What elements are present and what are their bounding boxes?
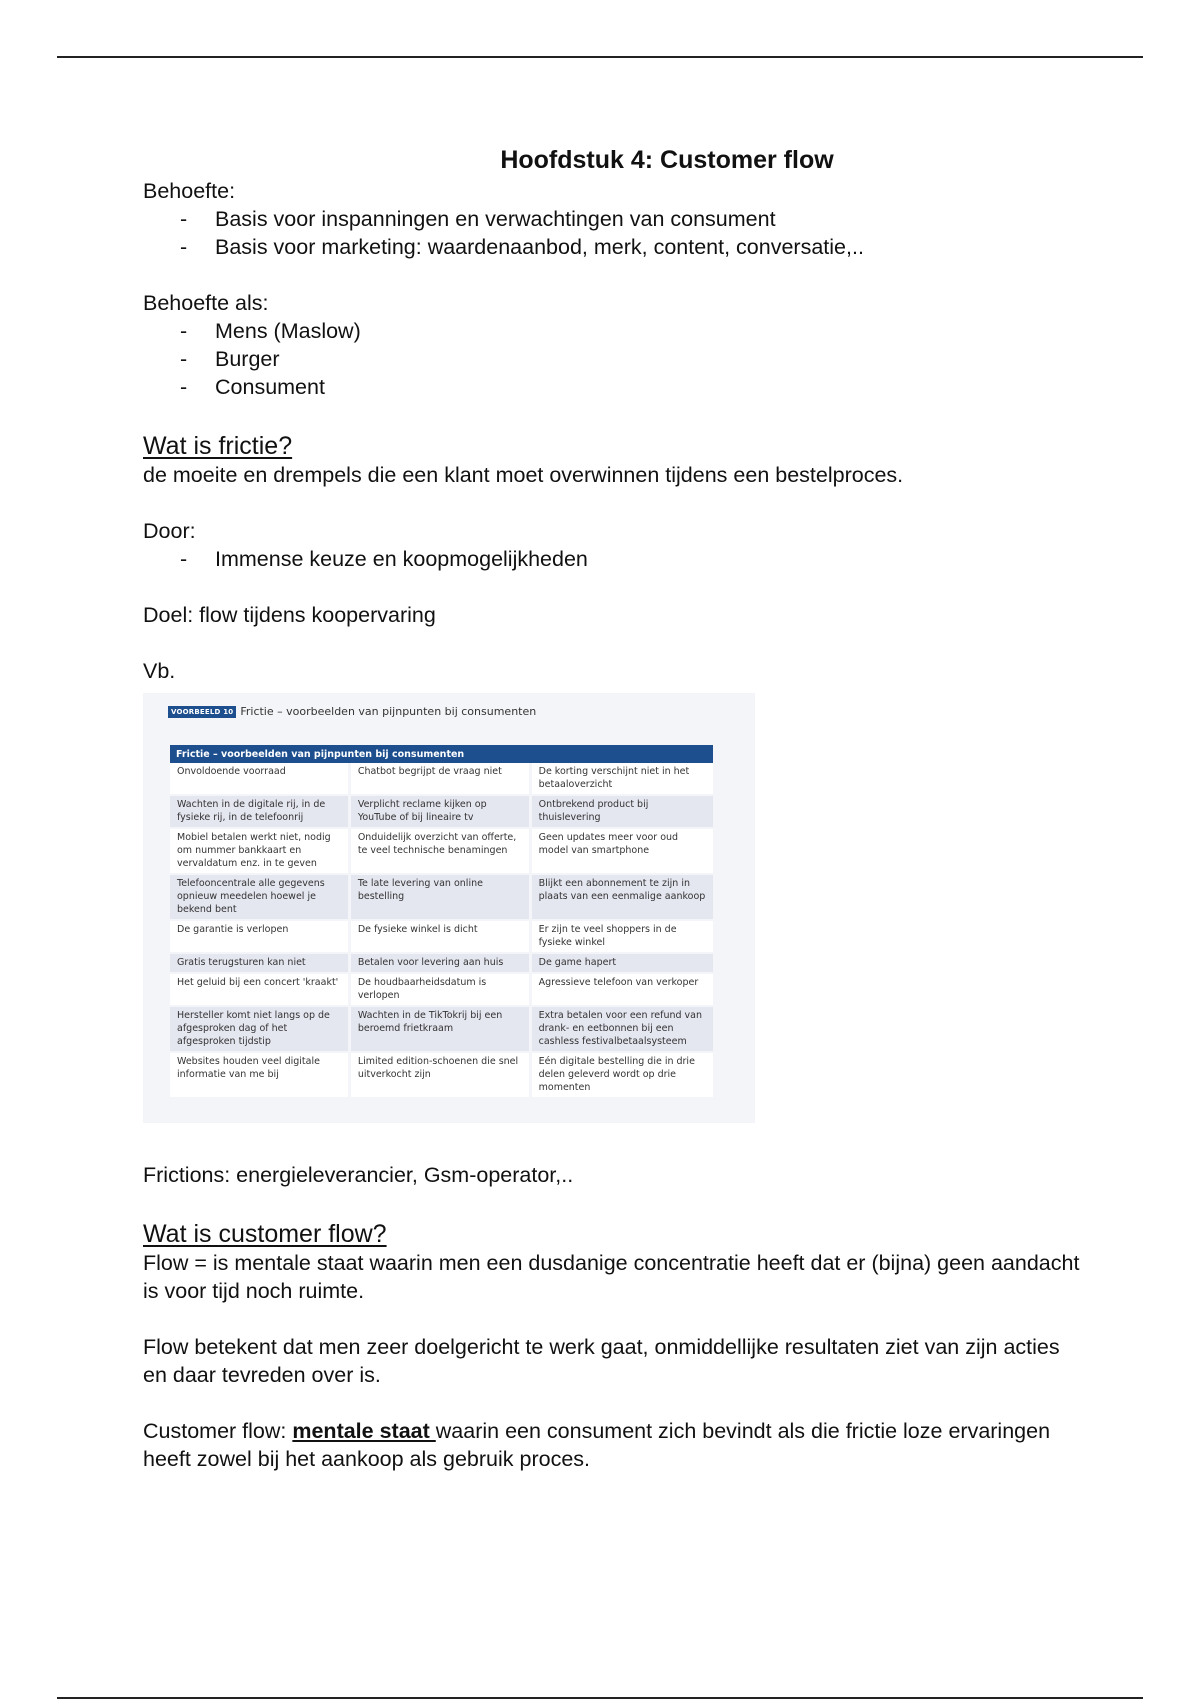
list-item: - Basis voor marketing: waardenaanbod, merk, content, conversatie,..	[143, 233, 1083, 261]
vb-label: Vb.	[143, 659, 176, 683]
table-cell: Gratis terugsturen kan niet	[170, 954, 351, 974]
table-cell: Limited edition-schoenen die snel uitverkocht zijn	[351, 1053, 532, 1099]
frictie-table	[170, 745, 713, 1099]
table-cell: Hersteller komt niet langs op de afgesproken dag of het afgesproken tijdstip	[170, 1007, 351, 1053]
top-rule	[57, 56, 1143, 58]
frictions-line: Frictions: energieleverancier, Gsm-operator,..	[143, 1163, 574, 1187]
doel-line: Doel: flow tijdens koopervaring	[143, 603, 436, 627]
table-cell: Onvoldoende voorraad	[170, 763, 351, 796]
bottom-rule	[57, 1697, 1143, 1699]
behoefte-als-list	[143, 317, 1083, 401]
table-cell: Onduidelijk overzicht van offerte, te veel technische benamingen	[351, 829, 532, 875]
table-row	[170, 1053, 713, 1099]
customer-flow-prefix: Customer flow:	[143, 1419, 293, 1443]
table-header: Frictie – voorbeelden van pijnpunten bij consumenten	[170, 745, 713, 763]
behoefte-label: Behoefte:	[143, 179, 236, 203]
table-cell: Er zijn te veel shoppers in de fysieke winkel	[532, 921, 713, 954]
figure-badge: VOORBEELD 10	[168, 706, 236, 718]
table-row	[170, 763, 713, 796]
table-cell: Het geluid bij een concert 'kraakt'	[170, 974, 351, 1007]
customer-flow-heading: Wat is customer flow?	[143, 1220, 387, 1248]
table-cell: Wachten in de digitale rij, in de fysieke rij, in de telefoonrij	[170, 796, 351, 829]
door-list	[143, 545, 1083, 573]
frictie-heading: Wat is frictie?	[143, 432, 293, 460]
list-item: - Consument	[143, 373, 1083, 401]
table-row	[170, 954, 713, 974]
list-item: - Burger	[143, 345, 1083, 373]
frictie-definition: de moeite en drempels die een klant moet overwinnen tijdens een bestelproces.	[143, 463, 904, 487]
table-row	[170, 829, 713, 875]
door-label: Door:	[143, 519, 196, 543]
list-item: - Mens (Maslow)	[143, 317, 1083, 345]
table-cell: De game hapert	[532, 954, 713, 974]
table-cell: Chatbot begrijpt de vraag niet	[351, 763, 532, 796]
table-cell: Betalen voor levering aan huis	[351, 954, 532, 974]
table-cell: Wachten in de TikTokrij bij een beroemd frietkraam	[351, 1007, 532, 1053]
customer-flow-suffix: waarin een consument zich bevindt als die frictie loze ervaringen heeft zowel bij het aankoop als gebruik proces.	[143, 1419, 1051, 1471]
table-row	[170, 796, 713, 829]
table-cell: Ontbrekend product bij thuislevering	[532, 796, 713, 829]
table-cell: Websites houden veel digitale informatie van me bij	[170, 1053, 351, 1099]
table-row	[170, 875, 713, 921]
list-item: - Immense keuze en koopmogelijkheden	[143, 545, 1083, 573]
table-cell: Extra betalen voor een refund van drank- en eetbonnen bij een cashless festivalbetaalsysteem	[532, 1007, 713, 1053]
customer-flow-emphasis: mentale staat	[292, 1419, 436, 1443]
table-cell: De fysieke winkel is dicht	[351, 921, 532, 954]
flow-definition: Flow = is mentale staat waarin men een dusdanige concentratie heeft dat er (bijna) geen aandacht is voor tijd noch ruimte.	[143, 1251, 1080, 1303]
table-cell: Blijkt een abonnement te zijn in plaats van een eenmalige aankoop	[532, 875, 713, 921]
list-item: - Basis voor inspanningen en verwachtingen van consument	[143, 205, 1083, 233]
table-row	[170, 921, 713, 954]
figure-caption	[168, 705, 536, 718]
table-cell: Geen updates meer voor oud model van smartphone	[532, 829, 713, 875]
table-cell: Mobiel betalen werkt niet, nodig om nummer bankkaart en vervaldatum enz. in te geven	[170, 829, 351, 875]
page-title: Hoofdstuk 4: Customer flow	[500, 146, 834, 174]
table-cell: Verplicht reclame kijken op YouTube of bij lineaire tv	[351, 796, 532, 829]
customer-flow-definition	[143, 1417, 1083, 1473]
table-cell: De korting verschijnt niet in het betaaloverzicht	[532, 763, 713, 796]
table-row	[170, 1007, 713, 1053]
behoefte-list	[143, 205, 1083, 261]
flow-explanation: Flow betekent dat men zeer doelgericht te werk gaat, onmiddellijke resultaten ziet van zijn acties en daar tevreden over is.	[143, 1335, 1060, 1387]
table-cell: Agressieve telefoon van verkoper	[532, 974, 713, 1007]
frictie-table-figure	[143, 693, 755, 1123]
table-cell: De garantie is verlopen	[170, 921, 351, 954]
table-cell: Te late levering van online bestelling	[351, 875, 532, 921]
table-cell: De houdbaarheidsdatum is verlopen	[351, 974, 532, 1007]
behoefte-als-label: Behoefte als:	[143, 291, 269, 315]
table-cell: Eén digitale bestelling die in drie delen geleverd wordt op drie momenten	[532, 1053, 713, 1099]
document-body	[143, 140, 1083, 1473]
table-cell: Telefooncentrale alle gegevens opnieuw meedelen hoewel je bekend bent	[170, 875, 351, 921]
figure-caption-text: Frictie – voorbeelden van pijnpunten bij consumenten	[240, 705, 537, 718]
table-row	[170, 974, 713, 1007]
